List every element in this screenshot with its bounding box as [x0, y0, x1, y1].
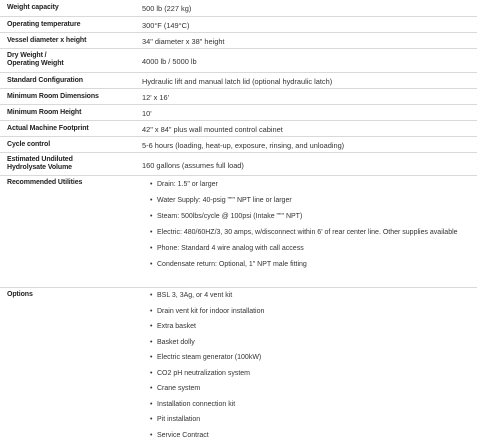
spec-row-cycle-control	[0, 137, 477, 153]
spec-label: Standard Configuration	[7, 77, 83, 84]
spec-label: Actual Machine Footprint	[7, 125, 89, 132]
bullet-icon: •	[150, 261, 153, 268]
spec-label-line: Operating Weight	[7, 60, 64, 67]
list-item: • Drain: 1.5" or larger	[150, 181, 218, 188]
utilities-list	[148, 180, 477, 269]
spec-value: 12' x 16'	[142, 93, 170, 102]
bullet-icon: •	[150, 416, 153, 423]
spec-row-operating-temperature	[0, 17, 477, 33]
list-item: • Steam: 500lbs/cycle @ 100psi (Intake """ NPT)	[150, 213, 303, 220]
spec-row-footprint	[0, 121, 477, 137]
spec-label: Cycle control	[7, 141, 51, 148]
spec-label: Recommended Utilities	[7, 179, 83, 186]
list-item: • Water Supply: 40-psig """ NPT line or larger	[150, 197, 292, 204]
list-item: • CO2 pH neutralization system	[150, 369, 250, 377]
bullet-icon: •	[150, 431, 153, 439]
list-item: • Service Contract	[150, 431, 209, 439]
list-item: • Electric steam generator (100kW)	[150, 354, 262, 361]
list-item: • Phone: Standard 4 wire analog with call access	[150, 245, 304, 252]
bullet-icon: •	[150, 181, 153, 188]
spec-label-line: Hydrolysate Volume	[7, 164, 72, 171]
spec-value: 5-6 hours (loading, heat-up, exposure, rinsing, and unloading)	[142, 141, 345, 150]
spec-label	[0, 49, 142, 72]
utilities-list-container	[142, 176, 477, 287]
spec-value: 42" x 84" plus wall mounted control cabinet	[142, 125, 283, 134]
spec-row-standard-configuration	[0, 73, 477, 89]
spec-row-room-height	[0, 105, 477, 121]
spec-row-room-dimensions	[0, 89, 477, 105]
spec-value: 500 lb (227 kg)	[142, 4, 192, 13]
bullet-icon: •	[150, 307, 153, 315]
bullet-icon: •	[150, 245, 153, 252]
spec-label: Operating temperature	[7, 21, 81, 28]
bullet-icon: •	[150, 354, 153, 361]
spec-label-line: Dry Weight /	[7, 52, 47, 59]
bullet-icon: •	[150, 229, 153, 236]
spec-row-utilities	[0, 176, 477, 287]
spec-label-line: Estimated Undiluted	[7, 156, 73, 163]
spec-row-hydrolysate-volume	[0, 153, 477, 176]
options-list	[148, 291, 477, 440]
list-item: • Electric: 480/60HZ/3, 30 amps, w/disconnect within 6' of rear center line. Other supplies available	[150, 229, 458, 236]
spec-label: Weight capacity	[7, 4, 59, 11]
bullet-icon: •	[150, 323, 153, 330]
bullet-icon: •	[150, 369, 153, 377]
spec-label	[0, 153, 142, 175]
list-item: • BSL 3, 3Ag, or 4 vent kit	[150, 292, 233, 299]
list-item: • Basket dolly	[150, 338, 195, 346]
spec-value: 160 gallons (assumes full load)	[142, 161, 244, 170]
spec-value: 4000 lb / 5000 lb	[142, 57, 197, 66]
bullet-icon: •	[150, 400, 153, 408]
list-item: • Drain vent kit for indoor installation	[150, 307, 265, 315]
list-item: • Installation connection kit	[150, 400, 236, 408]
spec-value: 10'	[142, 109, 152, 118]
bullet-icon: •	[150, 338, 153, 346]
spec-row-weight-capacity	[0, 0, 477, 17]
spec-row-weight	[0, 49, 477, 73]
spec-value: Hydraulic lift and manual latch lid (optional hydraulic latch)	[142, 77, 333, 86]
bullet-icon: •	[150, 213, 153, 220]
spec-label: Vessel diameter x height	[7, 37, 87, 44]
bullet-icon: •	[150, 385, 153, 392]
list-item: • Condensate return: Optional, 1" NPT male fitting	[150, 261, 307, 268]
spec-row-vessel-size	[0, 33, 477, 49]
spec-label: Minimum Room Dimensions	[7, 93, 99, 100]
bullet-icon: •	[150, 292, 153, 299]
bullet-icon: •	[150, 197, 153, 204]
list-item: • Crane system	[150, 385, 201, 392]
spec-value: 34" diameter x 38" height	[142, 37, 225, 46]
list-item: • Extra basket	[150, 323, 196, 330]
spec-row-options	[0, 287, 477, 439]
spec-label: Minimum Room Height	[7, 109, 82, 116]
spec-value: 300°F (149°C)	[142, 21, 190, 30]
list-item: • Pit installation	[150, 416, 201, 423]
options-list-container	[142, 288, 477, 439]
spec-label: Options	[7, 291, 33, 298]
